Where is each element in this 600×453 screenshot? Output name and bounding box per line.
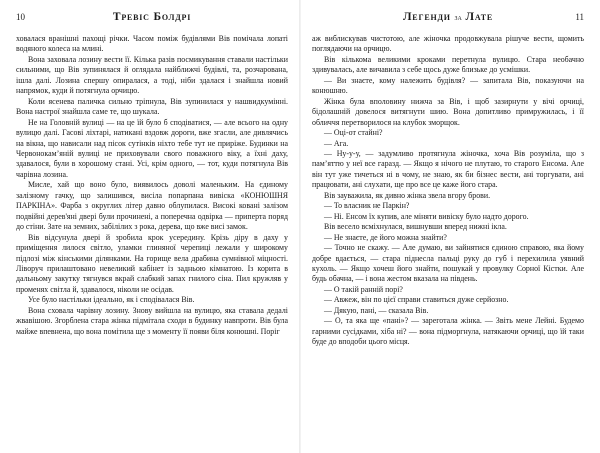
paragraph: — Точно не скажу. — Але думаю, ви зайнятися єдиною справою, яка йому добре вдається, — стара піднесла пальці руку до губ і перехилила уявний кухоль. — Якщо хочеш його знайти, пошукай у провулку Сорної Кістки. Але будь обачна, — і вона жестом вказала на південь. xyxy=(312,243,584,284)
paragraph: — О, та яка ще «пані»? — зареготала жінка. — Звіть мене Лейні. Будемо гарними сусідками, хіба ні? — вона підморгнула, натякаючи орчиці, що їй таки буде до вподоби цього місця. xyxy=(312,316,584,347)
paragraph: Вів кількома великими кроками перетнула вулицю. Стара необачно здивувалась, але вичавила з себе щось дуже близьке до усмішки. xyxy=(312,54,584,75)
paragraph: Вів весело всміхнулася, вишнувши вперед нижні ікла. xyxy=(324,222,507,232)
paragraph: Вів зауважила, як дивно жінка звела вгору брови. xyxy=(324,190,491,200)
paragraph: Мисле, хай що воно було, виявилось доволі маленьким. На єдиному залізному гачку, що залишився, висіла попарпана вивіска «КОНЮШНЯ ПАРКІНА». Фарба з округлих літер давно облупилася. Високі ковані залізом подвійні дерев'яні двері були прочинені, а поперечна одвірка — приперта поряд до стіни. Зате на земних, забілілих з рока, дерева, що вже висі замок. xyxy=(16,180,288,232)
right-page xyxy=(300,0,600,453)
paragraph: — То власник не Паркін? xyxy=(324,201,410,211)
right-running-head xyxy=(336,11,560,23)
left-running-head: Тревіс Болдрі xyxy=(112,11,192,23)
right-page-text xyxy=(312,34,584,348)
paragraph: — Авжеж, він по цієї справи ставиться дуже серйозно. xyxy=(324,295,509,305)
paragraph: Не на Головній вулиці — на це їй було б сподіватися, — але всього на одну вулицю далі. Гасові ліхтарі, натикані вздовж дороги, вже згасли, але дивлячись на вікна, що нависали над пісок сутінків ніхто тебе тут не приріже. Будинки на Червонокамʼяній вулиці не приховували свого поважного віку, а їхні даху, здавалося, були в хорошому стані. Усі, крім одного, — тот, куди потягнула Вів чарівна лозина. xyxy=(16,117,288,179)
paragraph: Коли ясенева паличка сильно тріпнула, Вів зупинилася у нашвидкуміннi. Вона настрої знайшла саме те, що шукала. xyxy=(16,96,288,117)
left-page-number: 10 xyxy=(16,12,25,22)
paragraph: Жінка була вполовину нижча за Вів, і щоб зазирнути у вічі орчиці, бідолашній довелося витягнути шию. Вона допитливо примружилась, і її обличчя перетворилося на клубок зморщок. xyxy=(312,96,584,127)
paragraph: Вона сховала чарівну лозину. Знову вийшла на вулицю, яка ставала дедалі жвавішою. Згорблена стара жінка підмітала сходи в будинку навпроти. Вів була майже впевнена, що вона помітила ще з моменту її появи біля конюшні. Поріг xyxy=(16,305,288,336)
paragraph: — Дякую, пані, — сказала Вів. xyxy=(324,305,429,315)
paragraph: — Ну-у-у, — задумливо протягнула жіночка, хоча Вів розуміла, що з памʼяттю у неї все гаразд. — Якщо я нічого не плутаю, то старого Енсома. Але він тут уже тичеться ні в чому, не знаю, як би бізнес вести, ані торгувати, ані працювати, ані слухати, ще про все це каже його стара. xyxy=(312,148,584,190)
paragraph: — Оці-от стайні? xyxy=(324,128,383,138)
paragraph: Вона заховала лозину вести її. Кілька разів посмикування ставали настільки сильними, що Вів зупинялася й оглядала найближчі будівлі, та, розчарована, ішла далі. Лозина спершу опиралася, а тоді, ніби здалася і знайшла новий напрямок, куди й потягнула орчицю. xyxy=(16,54,288,96)
paragraph: — Не знаєте, де його можна знайти? xyxy=(324,232,447,242)
running-head-main: Легенди xyxy=(402,11,451,23)
right-page-header xyxy=(312,11,584,27)
paragraph: — О такій ранній порі? xyxy=(324,284,403,294)
left-page-header xyxy=(16,11,288,27)
running-head-end: Лате xyxy=(465,11,494,23)
right-page-number: 11 xyxy=(575,12,584,22)
paragraph: — Ні. Енсом їх купив, але міняти вивіску було надто дорого. xyxy=(324,211,529,221)
paragraph: Усе було настільки ідеально, як і сподівалася Вів. xyxy=(28,295,195,305)
paragraph: — Ви знаєте, кому належить будівля? — запитала Вів, показуючи на конюшню. xyxy=(312,75,584,96)
left-page-text xyxy=(16,34,288,337)
paragraph: Вів відсунула двері й зробила крок усередину. Крізь діру в даху у приміщення лилося світло, уламки глиняної черепиці лежали у широкому підлозі між кінськими ділянками. На горище вела драбина сумнівної міцності. Ліворуч прилаштовано невеликий кабінет із задньою кімнатою. Із корита в дальньому закутку тягнувся вкрай слабкий запах гнилого сіна. Пил кружляв у променях світла й, здавалося, ніколи не осідав. xyxy=(16,232,288,294)
running-head-small: за xyxy=(454,13,462,22)
paragraph: аж виблискував чистотою, але жіночка продовжувала рішуче вести, щомить поглядаючи на орчицю. xyxy=(312,34,584,54)
paragraph: ховалася вранішні пахощі річки. Часом поміж будівлями Вів помічала лопаті водяного колеса на млині. xyxy=(16,34,288,54)
paragraph: — Ага. xyxy=(324,138,349,148)
